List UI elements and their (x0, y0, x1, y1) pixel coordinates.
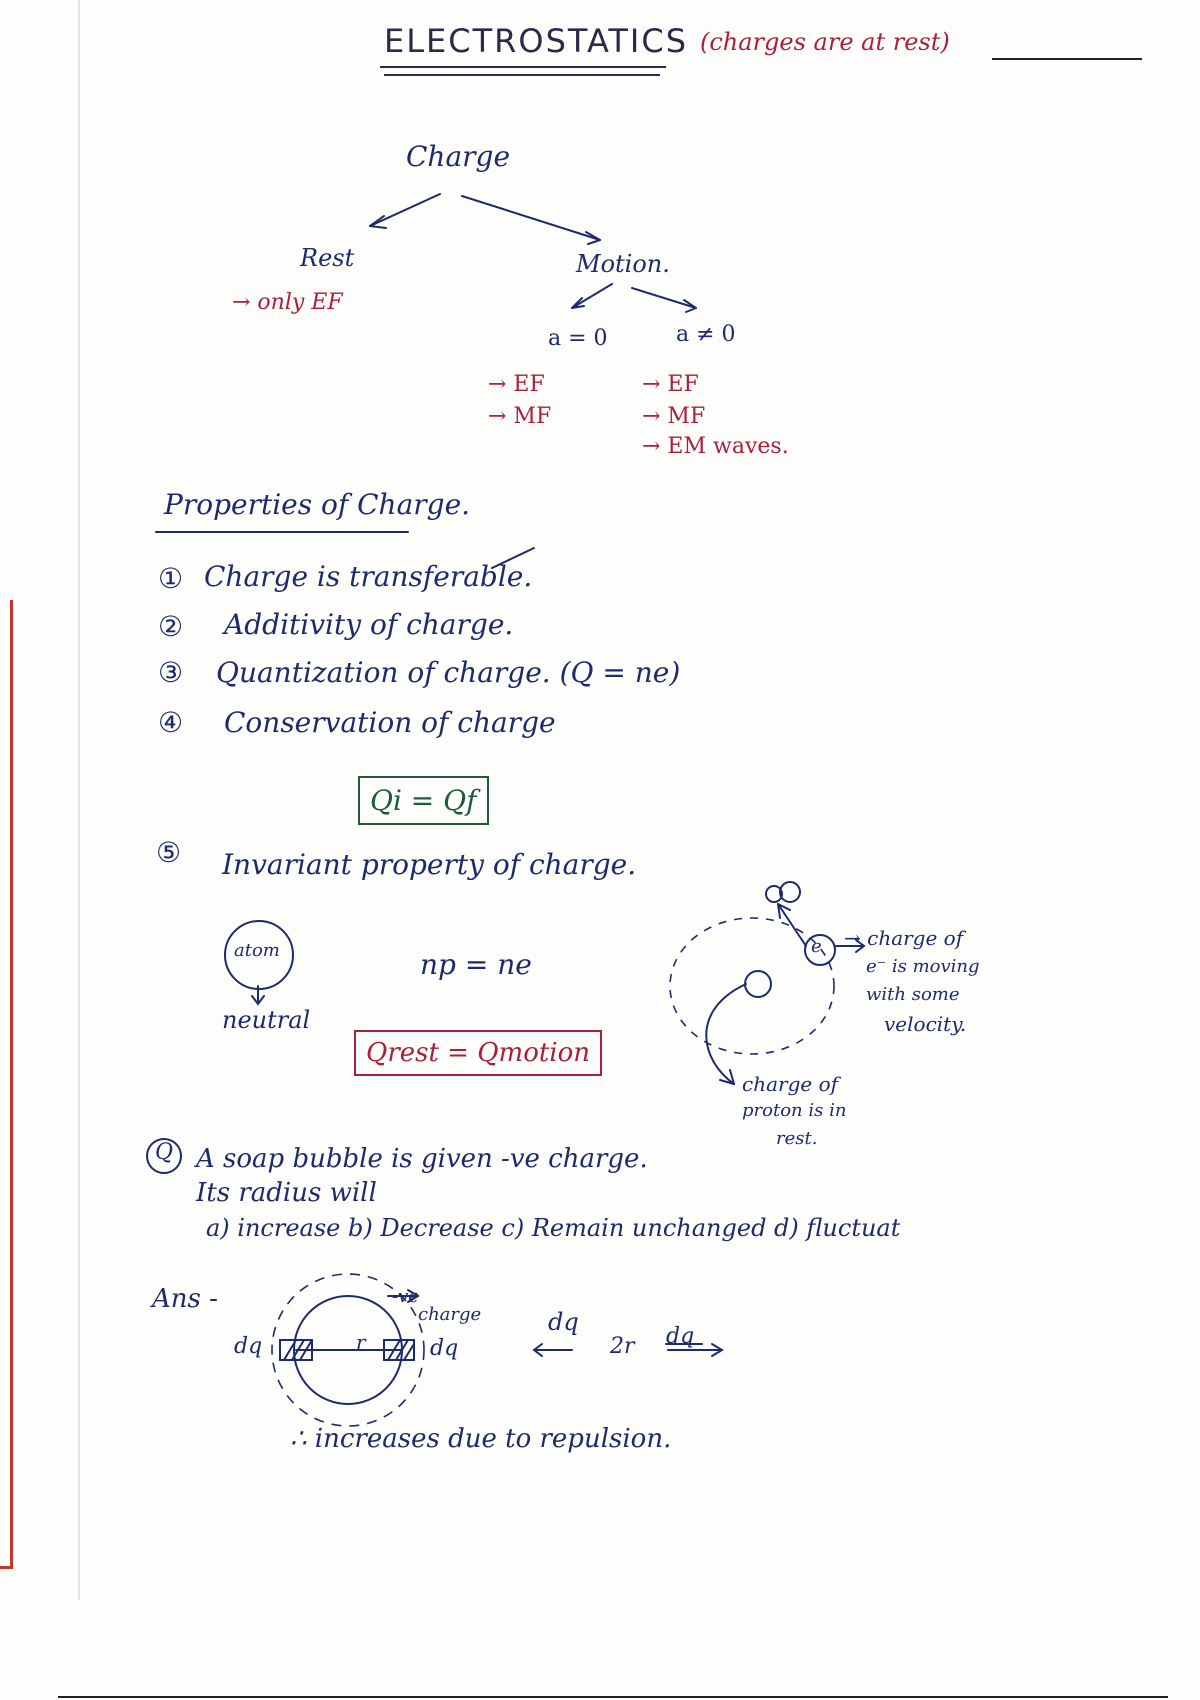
an0-item-mf: → MF (642, 404, 706, 429)
property-num-3: ③ (158, 656, 184, 689)
electron-note-1: → charge of (844, 926, 964, 950)
answer-dq-left: dq (234, 1334, 263, 1359)
answer-radius-r: r (356, 1330, 366, 1354)
neg-charge-note-1: -ve (392, 1286, 419, 1307)
properties-heading: Properties of Charge. (164, 488, 471, 521)
a0-item-ef: → EF (488, 372, 545, 397)
tree-right-motion: Motion. (576, 250, 670, 278)
answer-dq-right: dq (430, 1336, 459, 1361)
property-num-1: ① (158, 562, 184, 595)
branch-a-nonzero: a ≠ 0 (676, 322, 736, 347)
property-text-3: Quantization of charge. (Q = ne) (216, 656, 681, 689)
page-bottom-rule (58, 1696, 1168, 1698)
proton-note-1: charge of (742, 1072, 839, 1096)
rest-motion-equation-box: Qrest = Qmotion (354, 1030, 602, 1076)
neg-charge-note-2: charge (418, 1304, 482, 1325)
property-num-4: ④ (158, 706, 184, 739)
question-options: a) increase b) Decrease c) Remain unchanged d) fluctuat (206, 1214, 901, 1242)
an0-item-ef: → EF (642, 372, 699, 397)
electron-note-4: velocity. (884, 1012, 967, 1036)
property-text-4: Conservation of charge (224, 706, 556, 739)
proton-note-2: proton is in (742, 1100, 847, 1121)
conservation-equation-box: Qi = Qf (358, 776, 489, 825)
electron-symbol: e (811, 936, 822, 957)
force-dq-right: dq (666, 1324, 695, 1349)
page-title: ELECTROSTATICS (384, 22, 688, 60)
force-two-r: 2r (610, 1334, 635, 1359)
property-num-2: ② (158, 610, 184, 643)
question-line-2: Its radius will (196, 1178, 377, 1208)
answer-conclusion: ∴ increases due to repulsion. (290, 1424, 672, 1454)
page-subtitle: (charges are at rest) (700, 28, 950, 56)
force-dq-left: dq (548, 1308, 579, 1336)
branch-a-zero: a = 0 (548, 326, 608, 351)
atom-label: atom (234, 940, 280, 961)
property-text-5: Invariant property of charge. (222, 848, 637, 881)
tree-left-note: → only EF (232, 290, 343, 315)
property-num-5: ⑤ (156, 836, 182, 869)
question-line-1: A soap bubble is given -ve charge. (196, 1144, 648, 1174)
a0-item-mf: → MF (488, 404, 552, 429)
tree-left-rest: Rest (300, 244, 355, 272)
question-num: Q (155, 1140, 174, 1165)
neutral-label: neutral (222, 1006, 311, 1034)
electron-note-2: e⁻ is moving (866, 956, 980, 977)
an0-item-em-waves: → EM waves. (642, 434, 789, 459)
tree-root-charge: Charge (406, 140, 511, 173)
property-text-2: Additivity of charge. (224, 608, 514, 641)
electron-note-3: with some (866, 984, 960, 1005)
proton-note-3: rest. (776, 1128, 818, 1149)
property-text-1: Charge is transferable. (204, 560, 533, 593)
answer-label: Ans - (152, 1284, 218, 1314)
np-ne-equation: np = ne (420, 948, 532, 981)
